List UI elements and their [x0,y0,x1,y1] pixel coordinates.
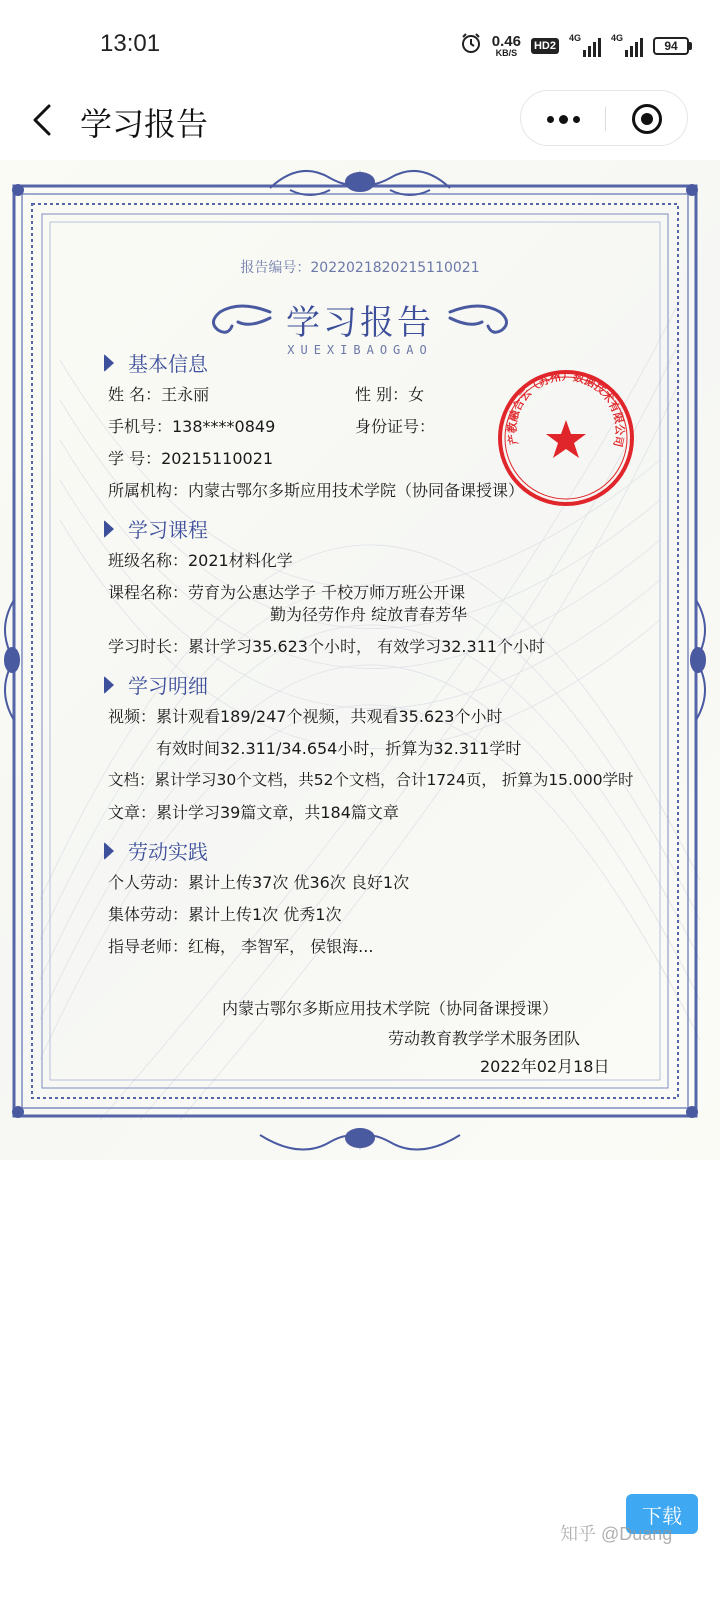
status-icons [460,32,692,59]
labor-personal: 个人劳动：累计上传37次 优36次 良好1次 [108,873,410,892]
report-certificate [0,160,720,1160]
section-labor: 劳动实践 [104,836,208,865]
hd-icon: HD2 [531,38,559,54]
report-title: 学习报告 [286,303,434,343]
network-speed: 0.46 KB/S [491,32,521,58]
section-marker-icon [104,676,114,694]
student-phone: 手机号：138****0849 [108,417,276,436]
labor-collective: 集体劳动：累计上传1次 优秀1次 [108,905,342,924]
download-button[interactable]: 下载 [626,1494,698,1534]
status-bar [0,0,720,90]
student-gender: 性 别：女 [355,385,425,404]
section-marker-icon [104,354,114,372]
detail-video-effective: 有效时间32.311/34.654小时，折算为32.311学时 [156,739,522,758]
student-name: 姓 名：王永丽 [108,385,210,404]
student-number: 学 号：20215110021 [108,449,274,468]
page-title: 学习报告 [80,105,209,143]
detail-document: 文档：累计学习30个文档，共52个文档，合计1724页， 折算为15.000学时 [108,771,634,789]
labor-teachers: 指导老师：红梅， 李智军， 侯银海... [108,937,374,956]
report-number: 报告编号：2022021820215110021 [240,260,480,276]
section-basic-info: 基本信息 [104,348,208,377]
chevron-left-icon [30,103,54,137]
footer-date: 2022年02月18日 [480,1057,610,1076]
section-marker-icon [104,842,114,860]
footer-team: 劳动教育教学学术服务团队 [388,1029,581,1048]
signal-icon: 4G [569,35,601,57]
class-name: 班级名称：2021材料化学 [108,551,293,570]
more-icon [547,116,554,123]
section-course: 学习课程 [104,514,208,543]
report-subtitle: XUEXIBAOGAO [287,343,433,357]
footer-org: 内蒙古鄂尔多斯应用技术学院（协同备课授课） [222,999,559,1018]
mini-program-capsule [520,90,688,146]
detail-video: 视频：累计观看189/247个视频，共观看35.623个小时 [108,707,503,726]
back-button[interactable] [22,100,62,140]
section-detail: 学习明细 [104,670,208,699]
detail-article: 文章：累计学习39篇文章，共184篇文章 [108,803,399,822]
study-duration: 学习时长：累计学习35.623个小时， 有效学习32.311个小时 [108,637,546,656]
battery-icon: 94 [653,37,692,55]
close-mini-program-button[interactable] [605,91,689,147]
svg-text:产教融合云（苏州）数据技术有限公司: 产教融合云（苏州）数据技术有限公司 [505,369,627,449]
student-institution: 所属机构：内蒙古鄂尔多斯应用技术学院（协同备课授课） [108,481,525,500]
zhihu-watermark: 知乎 @Duang [560,1524,673,1544]
course-name: 课程名称：劳育为公惠达学子 千校万师万班公开课 [108,583,466,602]
course-name-line2: 勤为径劳作舟 绽放青春芳华 [270,605,468,624]
official-seal-icon [496,368,636,508]
section-marker-icon [104,520,114,538]
alarm-icon [460,32,482,59]
status-time: 13:01 [100,30,161,57]
student-id-card: 身份证号： [355,417,436,436]
target-icon [632,104,662,134]
signal-icon-2: 4G [611,35,643,57]
nav-bar [0,90,720,152]
more-button[interactable] [521,91,605,147]
